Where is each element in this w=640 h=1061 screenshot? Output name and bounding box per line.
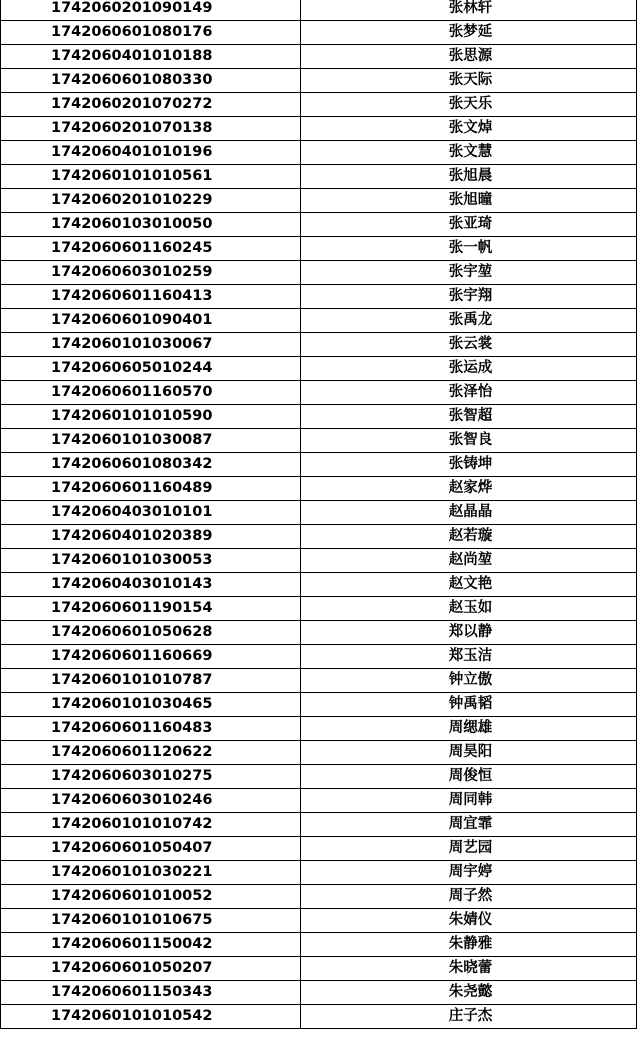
student-id-cell: 1742060601050628 (1, 621, 301, 645)
student-id-cell: 1742060601160669 (1, 645, 301, 669)
table-row (1, 525, 637, 549)
student-id-cell: 1742060603010259 (1, 261, 301, 285)
table-row (1, 573, 637, 597)
student-name-cell: 张文焯 (301, 117, 637, 141)
student-id-cell: 1742060201070272 (1, 93, 301, 117)
table-row (1, 261, 637, 285)
student-name-cell: 张宇翔 (301, 285, 637, 309)
student-name-cell: 周子然 (301, 885, 637, 909)
table-row (1, 885, 637, 909)
student-id-cell: 1742060601080176 (1, 21, 301, 45)
table-row (1, 909, 637, 933)
student-name-cell: 赵文艳 (301, 573, 637, 597)
table-row (1, 957, 637, 981)
table-row (1, 141, 637, 165)
student-id-cell: 1742060101030221 (1, 861, 301, 885)
table-row (1, 309, 637, 333)
student-name-cell: 朱晓蕾 (301, 957, 637, 981)
student-id-cell: 1742060601150343 (1, 981, 301, 1005)
table-row (1, 477, 637, 501)
table-row (1, 717, 637, 741)
student-name-cell: 赵尚堃 (301, 549, 637, 573)
table-row (1, 765, 637, 789)
table-row (1, 501, 637, 525)
student-id-cell: 1742060601050207 (1, 957, 301, 981)
student-name-cell: 赵晶晶 (301, 501, 637, 525)
student-id-cell: 1742060403010101 (1, 501, 301, 525)
table-row (1, 429, 637, 453)
student-name-cell: 张智超 (301, 405, 637, 429)
student-id-cell: 1742060401020389 (1, 525, 301, 549)
student-id-cell: 1742060601190154 (1, 597, 301, 621)
student-id-cell: 1742060601160489 (1, 477, 301, 501)
table-row (1, 405, 637, 429)
table-row (1, 165, 637, 189)
student-id-cell: 1742060201090149 (1, 0, 301, 21)
table-row (1, 0, 637, 21)
student-id-cell: 1742060603010246 (1, 789, 301, 813)
student-name-cell: 张运成 (301, 357, 637, 381)
student-name-cell: 张天际 (301, 69, 637, 93)
student-id-cell: 1742060401010196 (1, 141, 301, 165)
student-name-cell: 张云裳 (301, 333, 637, 357)
student-name-cell: 张宇堃 (301, 261, 637, 285)
student-name-cell: 郑玉洁 (301, 645, 637, 669)
student-name-cell: 赵家烨 (301, 477, 637, 501)
table-row (1, 381, 637, 405)
student-id-cell: 1742060601050407 (1, 837, 301, 861)
student-name-cell: 张旭曈 (301, 189, 637, 213)
student-name-cell: 郑以静 (301, 621, 637, 645)
table-row (1, 213, 637, 237)
table-row (1, 669, 637, 693)
student-id-cell: 1742060601120622 (1, 741, 301, 765)
table-row (1, 69, 637, 93)
table-row (1, 549, 637, 573)
table-row (1, 189, 637, 213)
table-row (1, 21, 637, 45)
student-id-cell: 1742060601160413 (1, 285, 301, 309)
student-id-cell: 1742060601080330 (1, 69, 301, 93)
table-row (1, 285, 637, 309)
roster-table-body (1, 0, 637, 1029)
table-row (1, 789, 637, 813)
student-name-cell: 张禹龙 (301, 309, 637, 333)
student-id-cell: 1742060601150042 (1, 933, 301, 957)
table-row (1, 933, 637, 957)
table-row (1, 333, 637, 357)
student-name-cell: 庄子杰 (301, 1005, 637, 1029)
table-row (1, 1005, 637, 1029)
student-name-cell: 钟立傲 (301, 669, 637, 693)
student-name-cell: 赵若璇 (301, 525, 637, 549)
student-id-cell: 1742060101010675 (1, 909, 301, 933)
student-id-cell: 1742060603010275 (1, 765, 301, 789)
student-id-cell: 1742060101030465 (1, 693, 301, 717)
table-row (1, 357, 637, 381)
student-name-cell: 朱婧仪 (301, 909, 637, 933)
student-name-cell: 张泽怡 (301, 381, 637, 405)
table-row (1, 621, 637, 645)
student-id-cell: 1742060101010742 (1, 813, 301, 837)
student-name-cell: 周艺园 (301, 837, 637, 861)
table-row (1, 117, 637, 141)
student-name-cell: 张梦延 (301, 21, 637, 45)
student-name-cell: 张天乐 (301, 93, 637, 117)
student-name-cell: 周宜霏 (301, 813, 637, 837)
student-id-cell: 1742060201010229 (1, 189, 301, 213)
student-id-cell: 1742060101010787 (1, 669, 301, 693)
student-id-cell: 1742060601010052 (1, 885, 301, 909)
student-id-cell: 1742060401010188 (1, 45, 301, 69)
student-name-cell: 周俊恒 (301, 765, 637, 789)
student-name-cell: 周宇婷 (301, 861, 637, 885)
student-name-cell: 张铸坤 (301, 453, 637, 477)
student-name-cell: 张文慧 (301, 141, 637, 165)
table-row (1, 861, 637, 885)
student-id-cell: 1742060101010561 (1, 165, 301, 189)
table-row (1, 597, 637, 621)
student-id-cell: 1742060601090401 (1, 309, 301, 333)
student-id-cell: 1742060101010590 (1, 405, 301, 429)
student-name-cell: 张思源 (301, 45, 637, 69)
table-row (1, 981, 637, 1005)
table-row (1, 837, 637, 861)
student-id-cell: 1742060601080342 (1, 453, 301, 477)
student-name-cell: 张智良 (301, 429, 637, 453)
table-row (1, 813, 637, 837)
student-name-cell: 赵玉如 (301, 597, 637, 621)
student-name-cell: 朱尧懿 (301, 981, 637, 1005)
student-id-cell: 1742060605010244 (1, 357, 301, 381)
student-name-cell: 张旭晨 (301, 165, 637, 189)
student-id-cell: 1742060201070138 (1, 117, 301, 141)
student-name-cell: 周昊阳 (301, 741, 637, 765)
student-id-cell: 1742060101010542 (1, 1005, 301, 1029)
table-row (1, 693, 637, 717)
table-row (1, 45, 637, 69)
student-id-cell: 1742060101030087 (1, 429, 301, 453)
student-id-cell: 1742060601160245 (1, 237, 301, 261)
student-name-cell: 周同韩 (301, 789, 637, 813)
student-id-cell: 1742060103010050 (1, 213, 301, 237)
student-name-cell: 张林轩 (301, 0, 637, 21)
table-row (1, 93, 637, 117)
table-row (1, 741, 637, 765)
student-id-cell: 1742060101030067 (1, 333, 301, 357)
student-id-cell: 1742060403010143 (1, 573, 301, 597)
student-id-cell: 1742060101030053 (1, 549, 301, 573)
student-id-cell: 1742060601160483 (1, 717, 301, 741)
table-row (1, 645, 637, 669)
student-name-cell: 钟禹韬 (301, 693, 637, 717)
table-row (1, 237, 637, 261)
student-name-cell: 朱静雅 (301, 933, 637, 957)
student-name-cell: 周缌雄 (301, 717, 637, 741)
student-id-cell: 1742060601160570 (1, 381, 301, 405)
student-name-cell: 张亚琦 (301, 213, 637, 237)
table-row (1, 453, 637, 477)
student-name-cell: 张一帆 (301, 237, 637, 261)
